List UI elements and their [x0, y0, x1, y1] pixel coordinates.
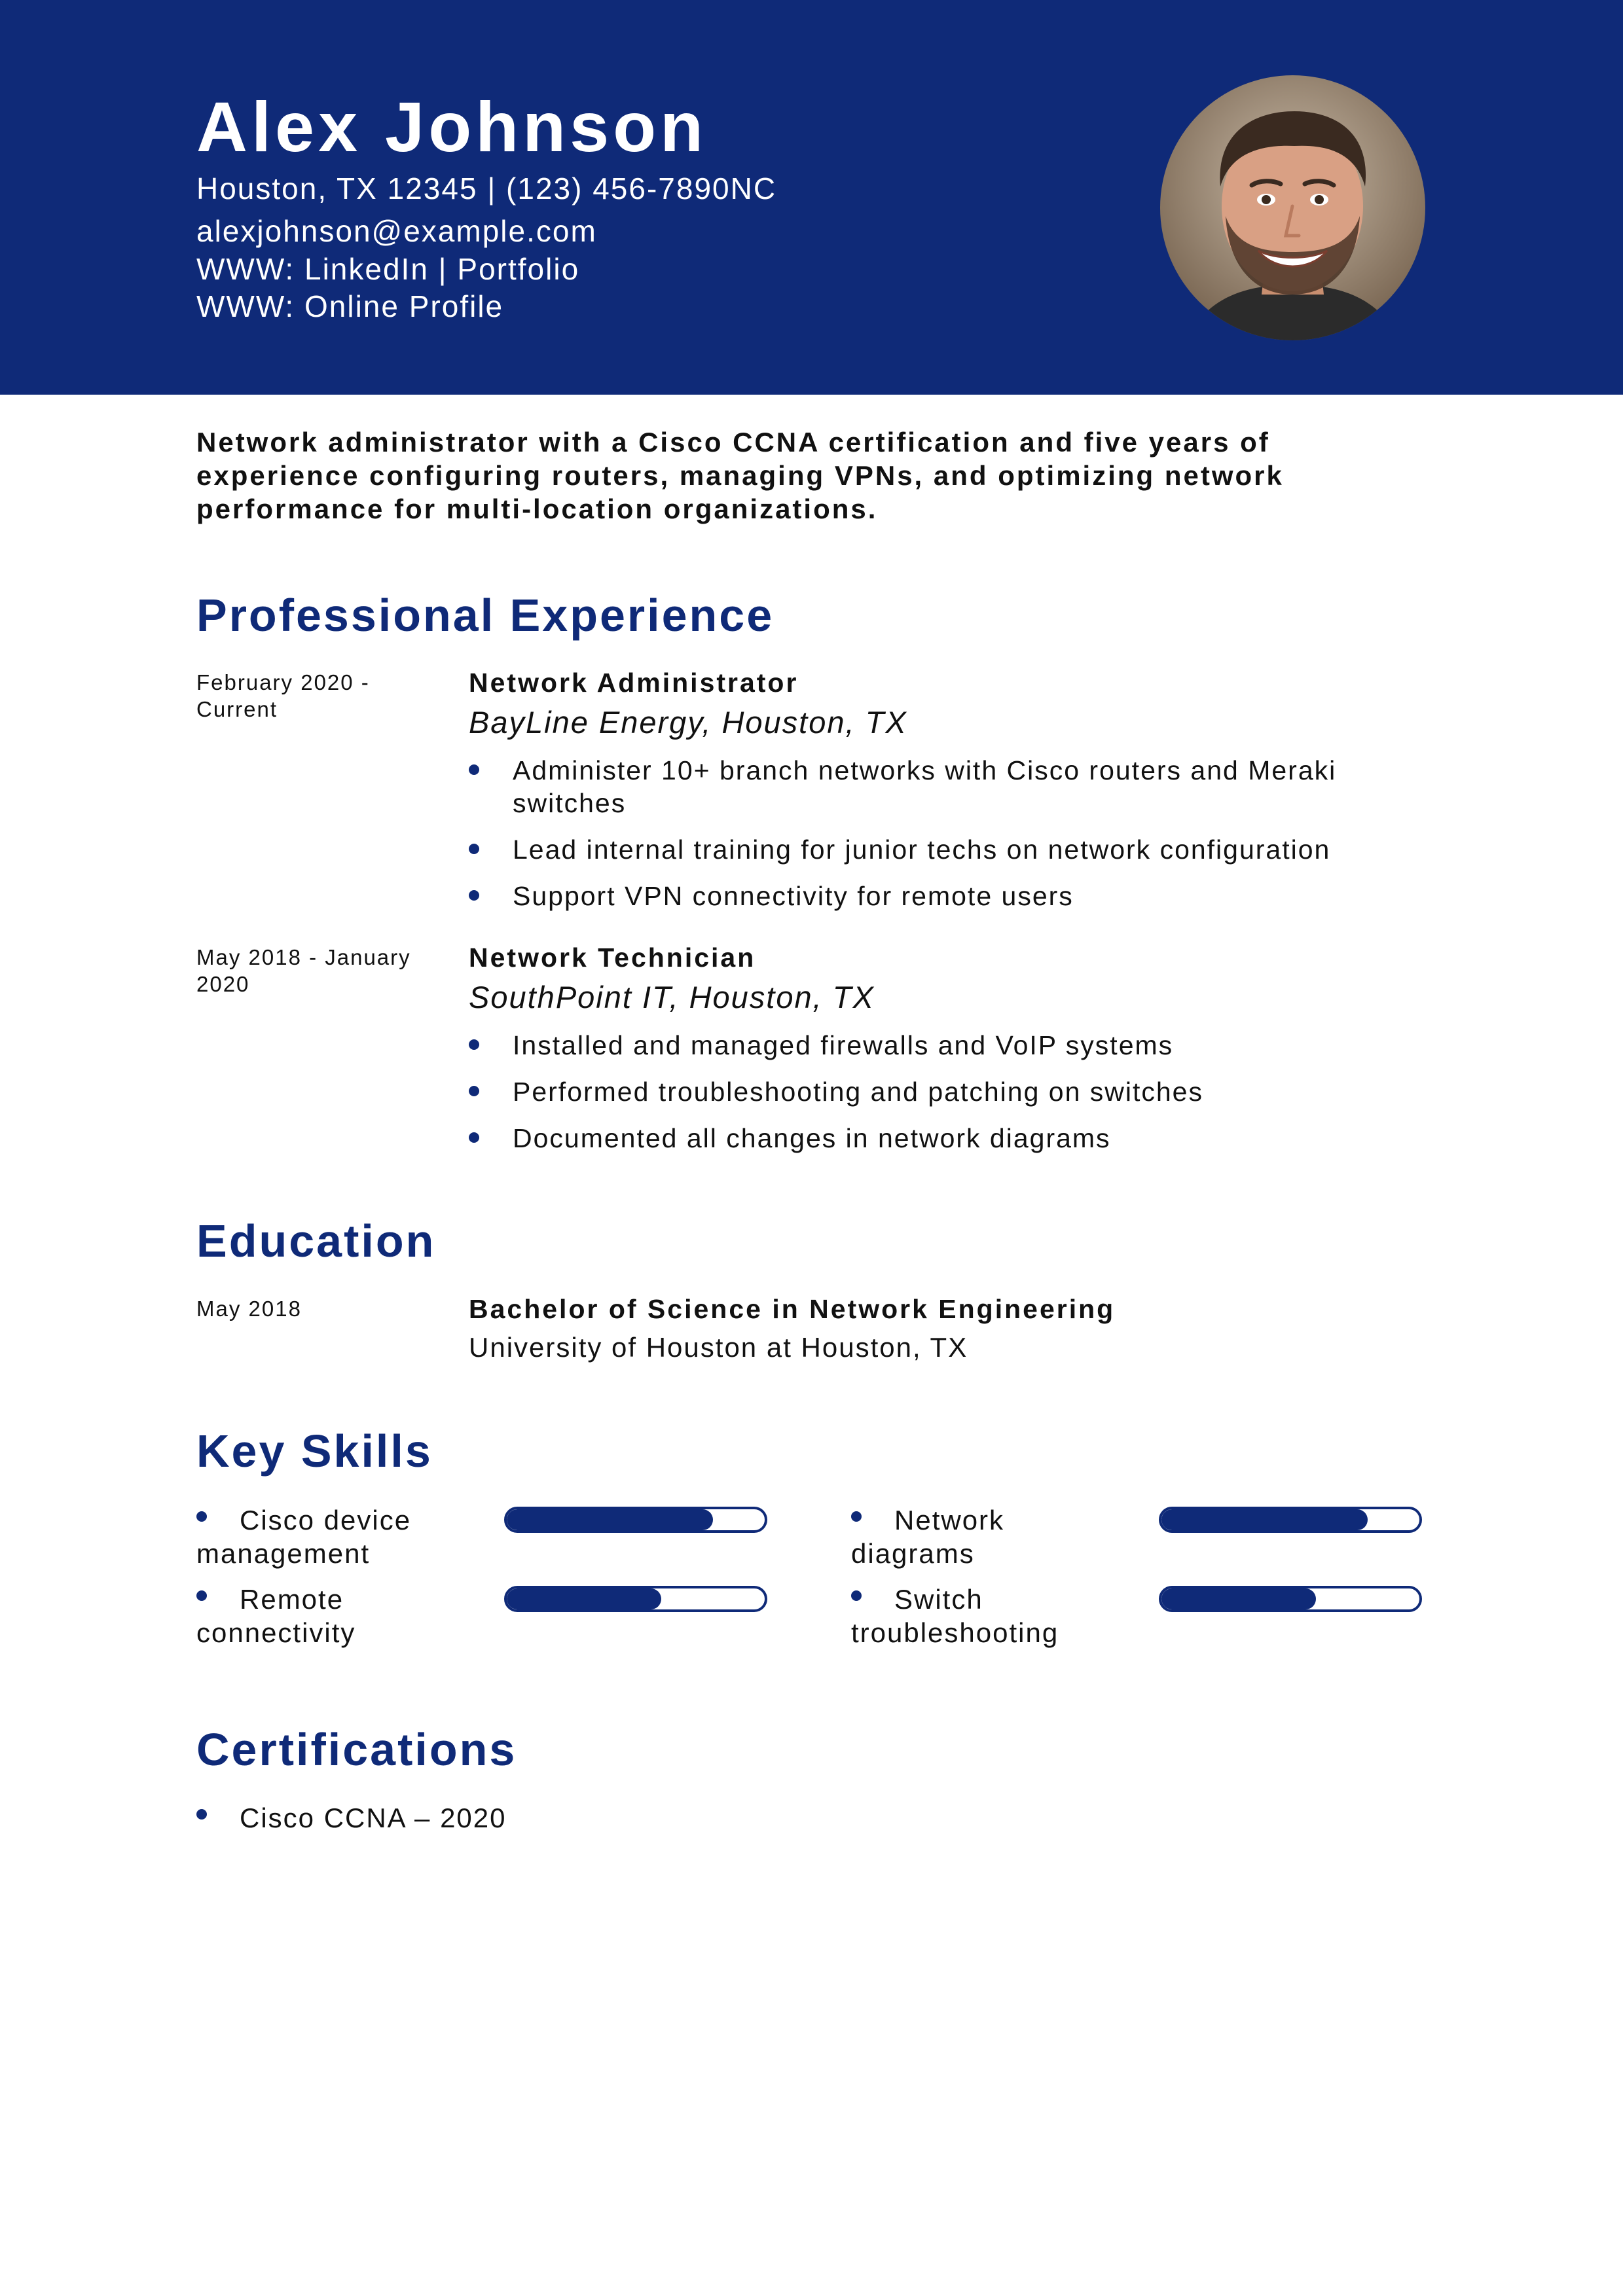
skill-level-bar [504, 1586, 767, 1612]
bullet-icon [196, 1590, 207, 1601]
avatar [1160, 75, 1425, 340]
professional-summary: Network administrator with a Cisco CCNA certification and five years of experience configuring routers, managing VPNs, and optimizing network performance for multi-location organizations. [196, 427, 1284, 524]
section-title-certifications: Certifications [196, 1724, 517, 1775]
avatar-photo-icon [1160, 75, 1425, 340]
list-item: Performed troubleshooting and patching on switches [469, 1075, 1425, 1108]
job-dates: May 2018 - January 2020 [196, 945, 411, 996]
list-item: Support VPN connectivity for remote users [469, 880, 1425, 912]
bullet-icon [196, 1809, 207, 1820]
school-name: University of Houston at Houston, TX [469, 1332, 968, 1363]
list-item: Documented all changes in network diagrams [469, 1122, 1425, 1155]
job-bullets [469, 1029, 1425, 1168]
skill-label: Network diagrams [851, 1505, 1005, 1569]
job-title: Network Technician [469, 942, 756, 973]
bullet-icon [469, 764, 479, 775]
bullet-icon [851, 1511, 862, 1522]
candidate-name: Alex Johnson [196, 87, 708, 166]
job-company: SouthPoint IT, Houston, TX [469, 980, 875, 1014]
bullet-icon [469, 1132, 479, 1143]
skill-level-bar [504, 1507, 767, 1533]
skill-level-bar [1159, 1507, 1422, 1533]
section-title-education: Education [196, 1215, 436, 1266]
list-item: Administer 10+ branch networks with Cisco routers and Meraki switches [469, 754, 1425, 819]
email-link[interactable]: alexjohnson@example.com [196, 214, 597, 248]
list-item: Lead internal training for junior techs on network configuration [469, 833, 1425, 866]
section-title-experience: Professional Experience [196, 590, 775, 641]
job-company: BayLine Energy, Houston, TX [469, 705, 907, 740]
bullet-icon [469, 890, 479, 901]
skill-level-bar [1159, 1586, 1422, 1612]
linkedin-portfolio-links[interactable]: WWW: LinkedIn | Portfolio [196, 252, 580, 286]
job-title: Network Administrator [469, 668, 799, 698]
skill-level-fill [507, 1509, 713, 1530]
degree-title: Bachelor of Science in Network Engineering [469, 1294, 1116, 1324]
education-date: May 2018 [196, 1297, 302, 1321]
bullet-icon [469, 844, 479, 854]
skill-label: Remote connectivity [196, 1584, 356, 1648]
online-profile-link[interactable]: WWW: Online Profile [196, 289, 504, 323]
address-phone: Houston, TX 12345 | (123) 456-7890NC [196, 171, 777, 206]
job-dates: February 2020 - Current [196, 670, 370, 721]
skill-label: Switch troubleshooting [851, 1584, 1059, 1648]
section-title-skills: Key Skills [196, 1426, 433, 1477]
bullet-icon [851, 1590, 862, 1601]
bullet-icon [196, 1511, 207, 1522]
header-banner [0, 0, 1623, 395]
job-bullets [469, 754, 1425, 926]
skill-label: Cisco device management [196, 1505, 412, 1569]
skill-level-fill [1161, 1509, 1368, 1530]
certification-item: Cisco CCNA – 2020 [196, 1801, 507, 1835]
skill-level-fill [507, 1588, 661, 1609]
bullet-icon [469, 1039, 479, 1050]
skill-level-fill [1161, 1588, 1316, 1609]
list-item: Installed and managed firewalls and VoIP systems [469, 1029, 1425, 1062]
bullet-icon [469, 1086, 479, 1096]
